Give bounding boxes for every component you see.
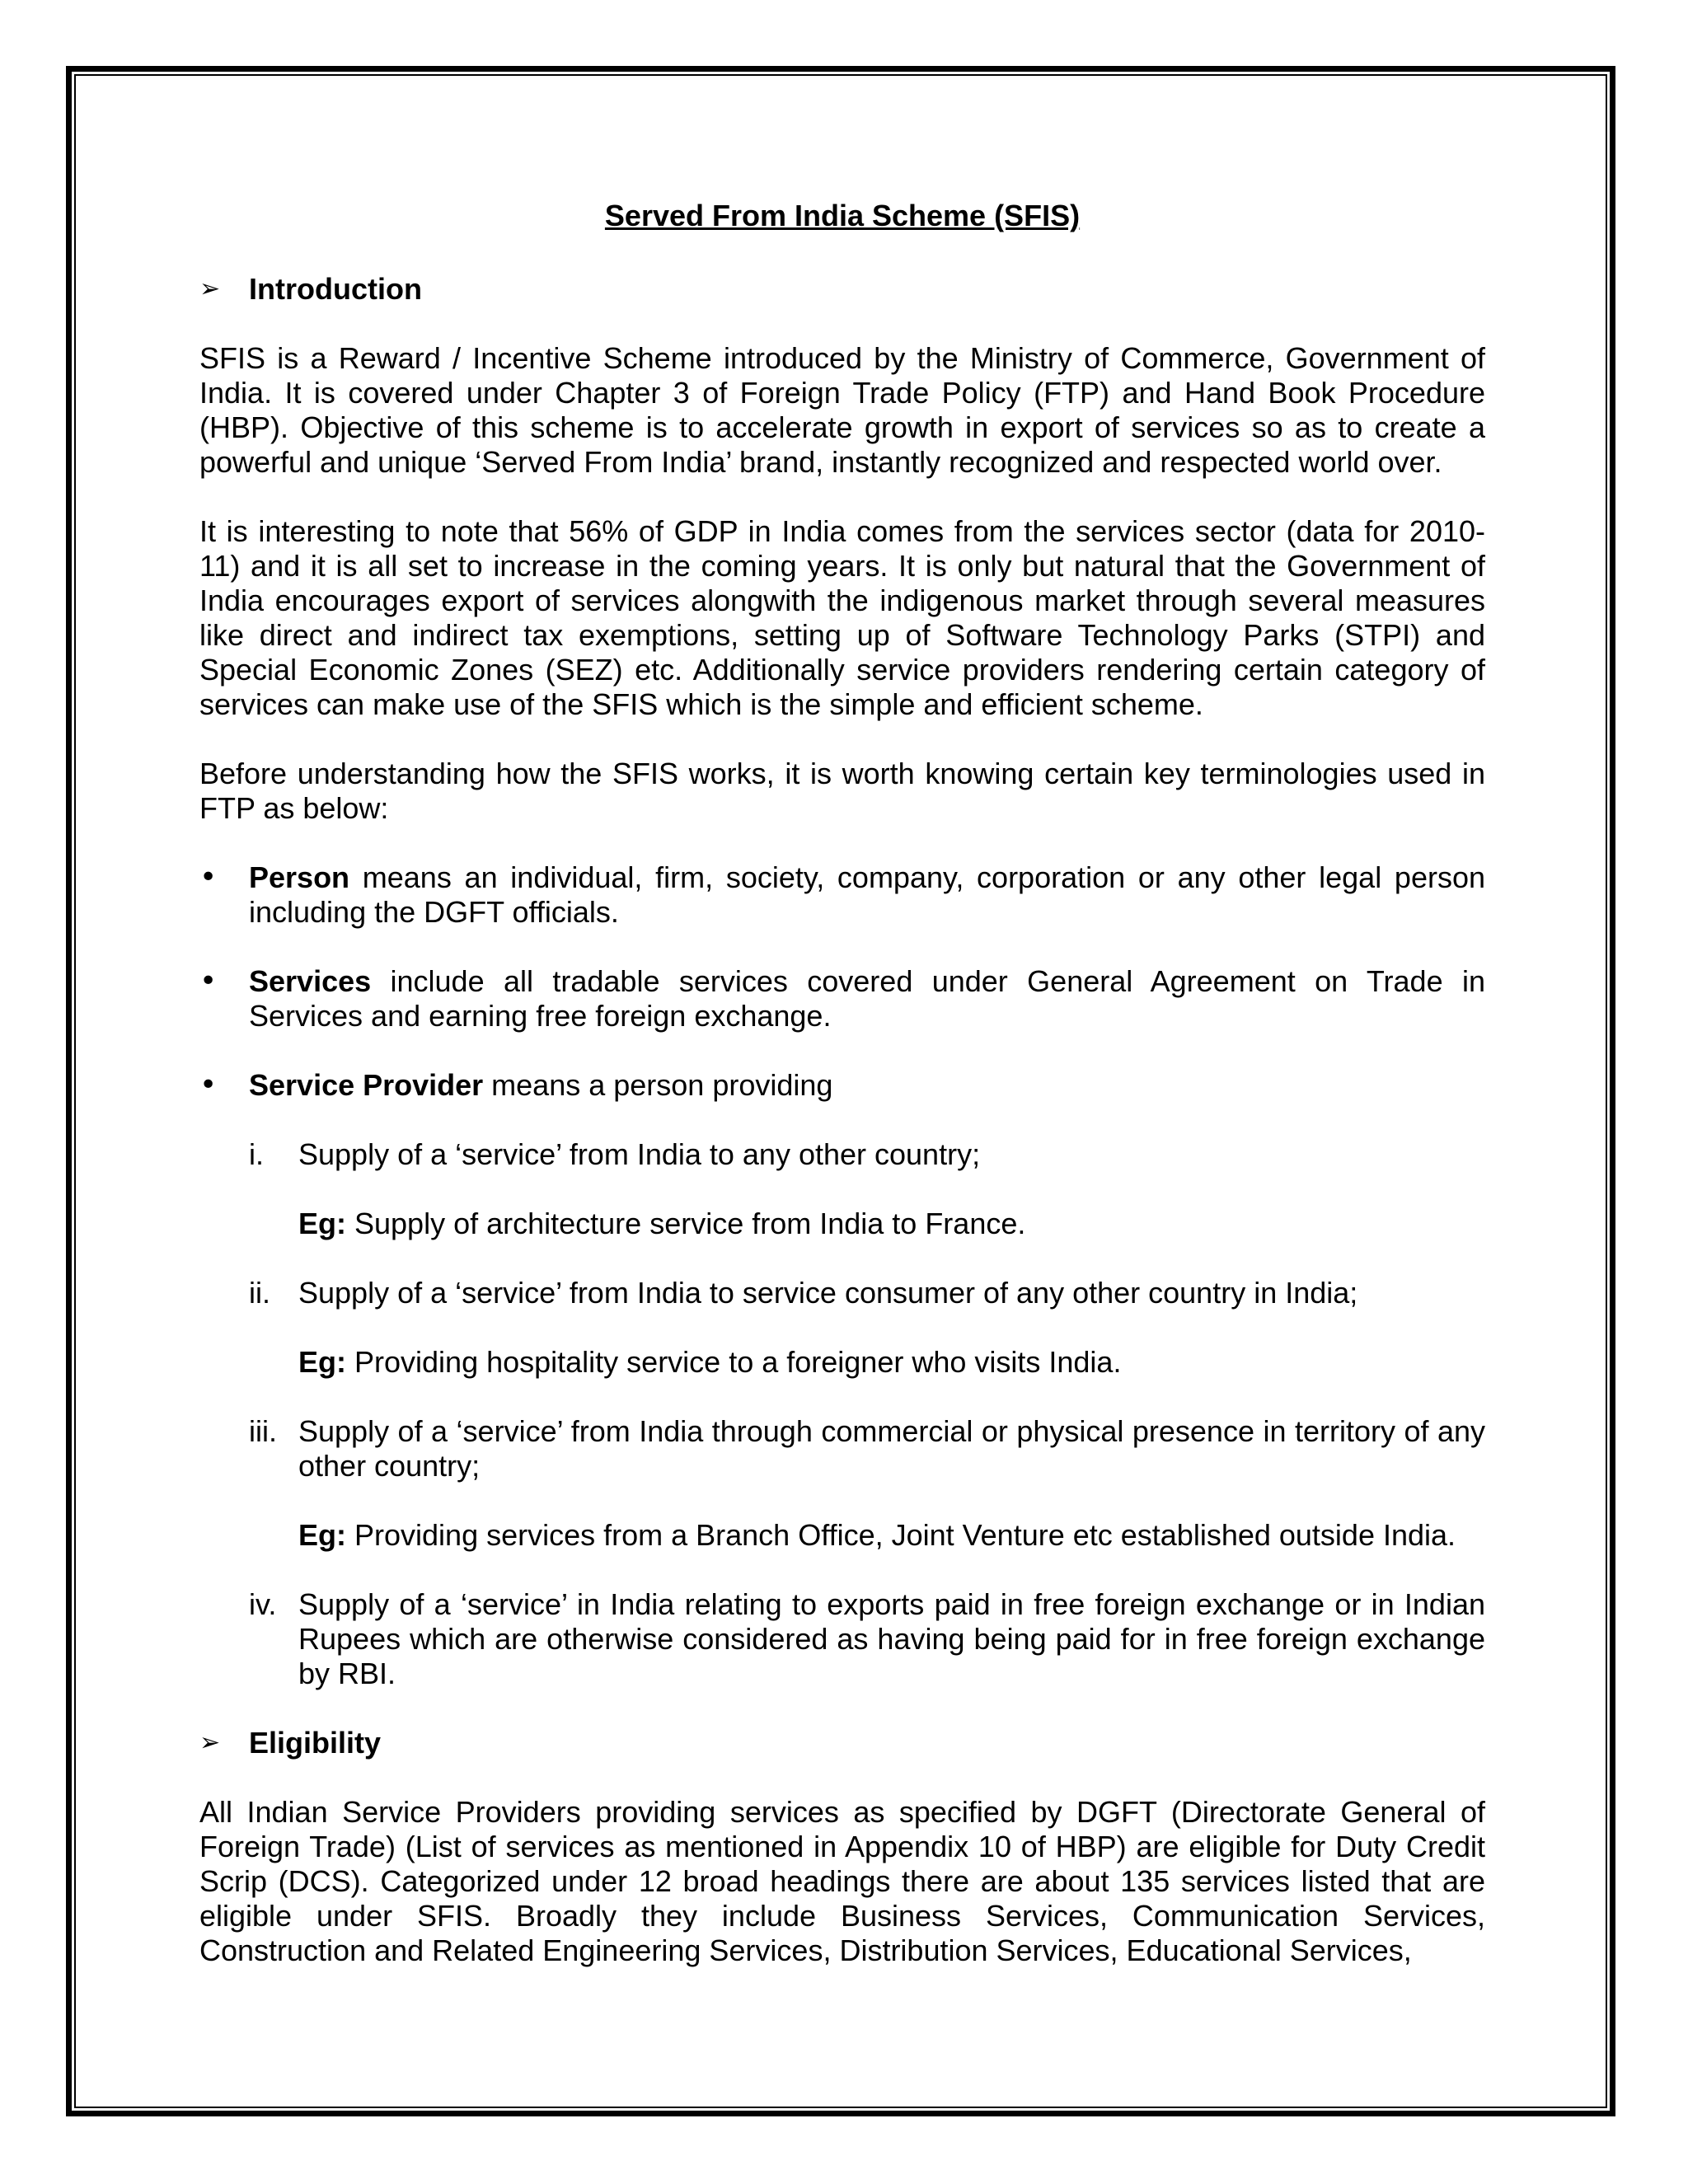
intro-paragraph-2: It is interesting to note that 56% of GDP in India comes from the services sector (data for 2010-11) and it is all set to increase in the coming years. It is only but natural that the Government of India encourages export of services alongwith the indigenous market through several measures like direct and indirect tax exemptions, setting up of Software Technology Parks (STPI) and Special Economic Zones (SEZ) etc. Additionally service providers rendering certain category of services can make use of the SFIS which is the simple and efficient scheme. [199,514,1485,721]
provider-item-2 [249,1276,1485,1310]
term-label: Person [249,860,350,894]
provider-example-2 [298,1345,1485,1380]
list-item-text: Supply of a ‘service’ from India to service consumer of any other country in India; [298,1276,1358,1310]
list-item-text: Supply of a ‘service’ from India to any other country; [298,1137,981,1171]
introduction-heading-text: Introduction [249,272,422,306]
list-item-text: Supply of a ‘service’ from India through commercial or physical presence in territory of any other country; [298,1414,1485,1483]
arrowhead-bullet-icon: ➢ [199,1728,221,1757]
term-definition: means a person providing [483,1068,833,1102]
example-text: Providing hospitality service to a foreigner who visits India. [346,1345,1122,1379]
example-text: Providing services from a Branch Office, Joint Venture etc established outside India. [346,1518,1456,1552]
term-person-text [249,860,1485,930]
intro-paragraph-3: Before understanding how the SFIS works, it is worth knowing certain key terminologies used in FTP as below: [199,757,1485,825]
term-person [199,860,1485,930]
example-label: Eg: [298,1207,346,1240]
list-number: i. [249,1137,264,1171]
section-heading-eligibility [199,1726,1485,1760]
list-number: ii. [249,1276,270,1310]
list-item-text: Supply of a ‘service’ in India relating to exports paid in free foreign exchange or in Indian Rupees which are otherwise considered as having being paid for in free foreign exchange by RBI. [298,1587,1485,1690]
term-definition: include all tradable services covered under General Agreement on Trade in Services and earning free foreign exchange. [249,964,1485,1033]
round-bullet-icon: • [199,964,218,998]
provider-item-1 [249,1137,1485,1172]
list-number: iv. [249,1587,277,1621]
term-definition: means an individual, firm, society, company, corporation or any other legal person including the DGFT officials. [249,860,1485,929]
term-service-provider-text [249,1068,1485,1103]
example-label: Eg: [298,1345,346,1379]
round-bullet-icon: • [199,1068,218,1102]
term-services [199,964,1485,1033]
document-title: Served From India Scheme (SFIS) [604,199,1081,232]
term-label: Service Provider [249,1068,484,1102]
document-body [199,194,1485,2003]
eligibility-heading-text: Eligibility [249,1726,382,1760]
arrowhead-bullet-icon: ➢ [199,274,221,303]
term-service-provider [199,1068,1485,1103]
provider-item-3 [249,1414,1485,1483]
example-label: Eg: [298,1518,346,1552]
term-services-text [249,964,1485,1033]
intro-paragraph-1: SFIS is a Reward / Incentive Scheme introduced by the Ministry of Commerce, Government of India. It is covered under Chapter 3 of Foreign Trade Policy (FTP) and Hand Book Procedure (HBP). Objective of this scheme is to accelerate growth in export of services so as to create a powerful and unique ‘Served From India’ brand, instantly recognized and respected world over. [199,341,1485,479]
round-bullet-icon: • [199,860,218,894]
provider-example-1 [298,1207,1485,1241]
section-heading-introduction [199,272,1485,307]
provider-item-4 [249,1587,1485,1691]
example-text: Supply of architecture service from India to France. [346,1207,1026,1240]
list-number: iii. [249,1414,277,1448]
term-label: Services [249,964,372,998]
provider-example-3 [298,1518,1485,1553]
eligibility-paragraph: All Indian Service Providers providing services as specified by DGFT (Directorate General of Foreign Trade) (List of services as mentioned in Appendix 10 of HBP) are eligible for Duty Credit Scrip (DCS). Categorized under 12 broad headings there are about 135 services listed that are eligible under SFIS. Broadly they include Business Services, Communication Services, Construction and Related Engineering Services, Distribution Services, Educational Services, [199,1795,1485,1967]
